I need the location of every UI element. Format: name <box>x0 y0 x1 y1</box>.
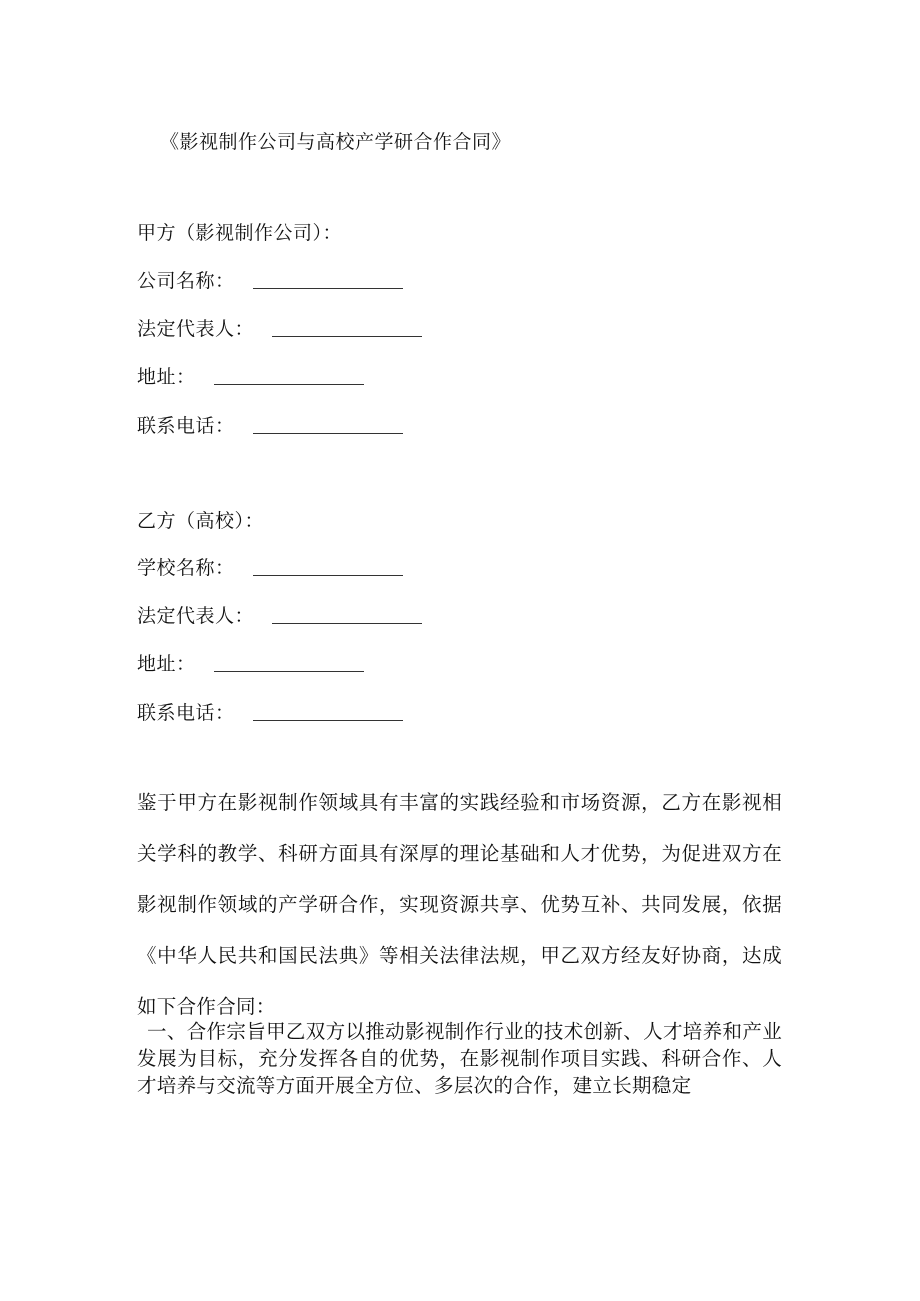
field-label: 法定代表人： <box>137 318 255 340</box>
field-label: 联系电话： <box>137 702 235 724</box>
blank-line <box>253 702 403 721</box>
party-b-heading: 乙方（高校）： <box>137 510 265 532</box>
party-a-legal-rep-field <box>137 314 422 344</box>
article-1-paragraph: 一、合作宗旨甲乙双方以推动影视制作行业的技术创新、人才培养和产业发展为目标，充分发挥各自的优势，在影视制作项目实践、科研合作、人才培养与交流等方面开展全方位、多层次的合作，建立长期稳定 <box>137 1020 782 1097</box>
field-label: 联系电话： <box>137 415 235 437</box>
party-b-school-name-field <box>137 553 403 583</box>
blank-line <box>214 653 364 672</box>
blank-line <box>214 366 364 385</box>
field-label: 地址： <box>137 366 196 388</box>
party-b-legal-rep-field <box>137 601 422 631</box>
contract-title: 《影视制作公司与高校产学研合作合同》 <box>160 131 512 153</box>
party-a-phone-field <box>137 411 403 441</box>
blank-line <box>272 318 422 337</box>
preamble-paragraph: 鉴于甲方在影视制作领域具有丰富的实践经验和市场资源，乙方在影视相关学科的教学、科研方面具有深厚的理论基础和人才优势，为促进双方在影视制作领域的产学研合作，实现资源共享、优势互补、共同发展，依据《中华人民共和国民法典》等相关法律法规，甲乙双方经友好协商，达成如下合作合同： <box>137 791 782 1018</box>
party-b-phone-field <box>137 698 403 728</box>
party-b-address-field <box>137 649 364 679</box>
blank-line <box>253 415 403 434</box>
blank-line <box>272 605 422 624</box>
field-label: 法定代表人： <box>137 605 255 627</box>
field-label: 学校名称： <box>137 557 235 579</box>
party-a-heading: 甲方（影视制作公司）： <box>137 222 343 244</box>
blank-line <box>253 270 403 289</box>
field-label: 公司名称： <box>137 270 235 292</box>
party-a-company-name-field <box>137 266 403 296</box>
party-a-address-field <box>137 362 364 392</box>
field-label: 地址： <box>137 653 196 675</box>
blank-line <box>253 557 403 576</box>
